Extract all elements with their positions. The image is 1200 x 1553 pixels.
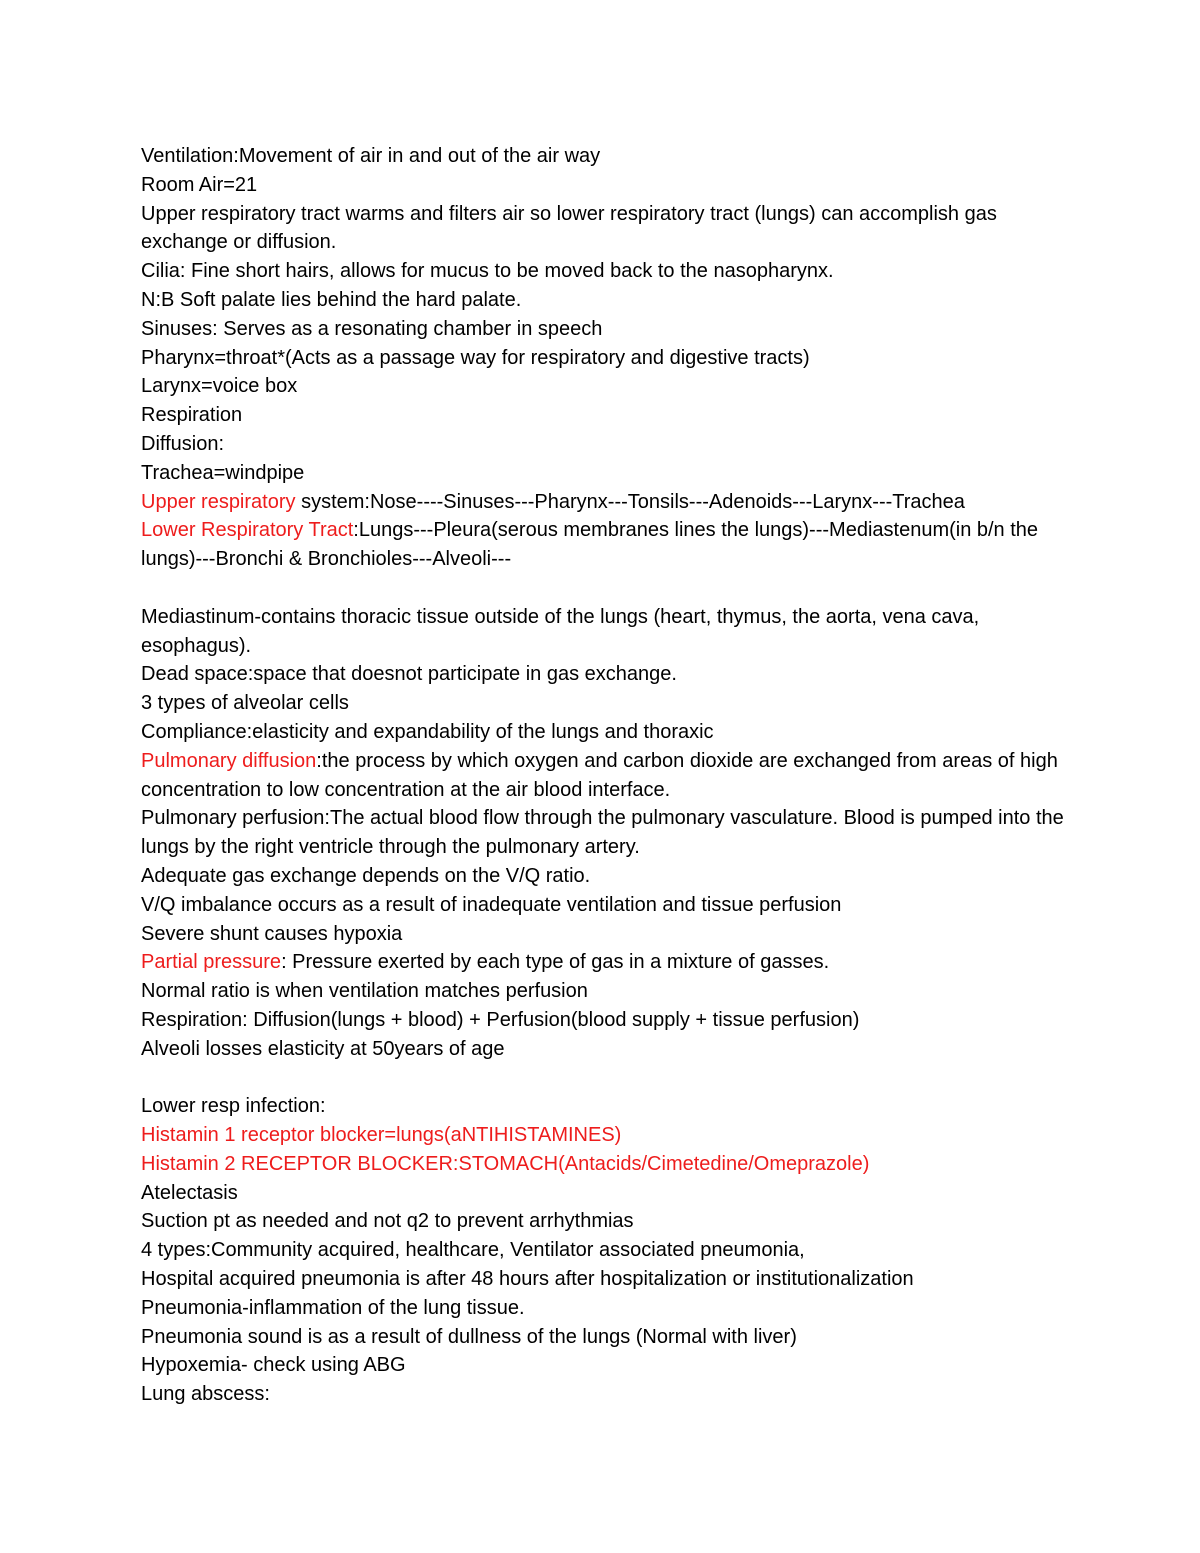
line-text: Respiration: Diffusion(lungs + blood) + Perfusion(blood supply + tissue perfusion) [141,1008,860,1031]
text-line [141,862,1071,891]
line-text: Trachea=windpipe [141,461,305,484]
text-line [141,488,1071,517]
blank-line [141,574,1071,603]
line-text: Larynx=voice box [141,375,298,398]
highlighted-term: Histamin 1 receptor blocker=lungs(aNTIHISTAMINES) [141,1124,622,1147]
text-line [141,977,1071,1006]
line-text: Pulmonary perfusion:The actual blood flow through the pulmonary vasculature. Blood is pumped into the lungs by the right ventricle through the pulmonary artery. [141,807,1064,859]
text-line [141,1294,1071,1323]
highlighted-term: Upper respiratory [141,490,296,513]
blank-line [141,1064,1071,1093]
text-line [141,1121,1071,1150]
line-text: Lower resp infection: [141,1095,326,1118]
line-text: Sinuses: Serves as a resonating chamber in speech [141,317,603,340]
line-text: :Lungs---Pleura(serous membranes lines the lungs)---Mediastenum(in b/n the lungs)---Bronchi & Bronchioles---Alveoli--- [141,519,1039,571]
text-line [141,891,1071,920]
line-text: Dead space:space that doesnot participate in gas exchange. [141,663,677,686]
line-text: Ventilation:Movement of air in and out of the air way [141,145,601,167]
text-line [141,804,1071,862]
line-text: Adequate gas exchange depends on the V/Q ratio. [141,864,591,887]
line-text: 4 types:Community acquired, healthcare, Ventilator associated pneumonia, [141,1239,805,1262]
text-line [141,516,1071,574]
line-text: Suction pt as needed and not q2 to prevent arrhythmias [141,1210,634,1233]
text-line [141,1179,1071,1208]
line-text: Upper respiratory tract warms and filters air so lower respiratory tract (lungs) can accomplish gas exchange or diffusion. [141,202,997,254]
line-text: Hospital acquired pneumonia is after 48 hours after hospitalization or institutionalization [141,1268,914,1291]
text-line [141,430,1071,459]
text-line [141,315,1071,344]
line-text: Pharynx=throat*(Acts as a passage way for respiratory and digestive tracts) [141,346,810,369]
line-text: Respiration [141,404,243,427]
text-line [141,200,1071,258]
text-line [141,257,1071,286]
text-line [141,1150,1071,1179]
line-text: Lung abscess: [141,1383,270,1406]
text-line [141,920,1071,949]
line-text: 3 types of alveolar cells [141,692,349,715]
line-text: Mediastinum-contains thoracic tissue outside of the lungs (heart, thymus, the aorta, vena cava, esophagus). [141,605,980,657]
text-line [141,1035,1071,1064]
line-text: Severe shunt causes hypoxia [141,922,403,945]
line-text: Diffusion: [141,432,225,455]
line-text: Cilia: Fine short hairs, allows for mucus to be moved back to the nasopharynx. [141,260,834,283]
line-text: Compliance:elasticity and expandability of the lungs and thoraxic [141,720,714,743]
text-line [141,1351,1071,1380]
text-line [141,1006,1071,1035]
line-text: Pneumonia sound is as a result of dullness of the lungs (Normal with liver) [141,1325,797,1348]
line-text: Alveoli losses elasticity at 50years of age [141,1037,505,1060]
text-line [141,1380,1071,1409]
highlighted-term: Partial pressure [141,951,282,974]
document-page [141,142,1071,1409]
line-text: :the process by which oxygen and carbon dioxide are exchanged from areas of high concentration to low concentration at the air blood interface. [141,749,1058,801]
highlighted-term: Histamin 2 RECEPTOR BLOCKER:STOMACH(Antacids/Cimetedine/Omeprazole) [141,1152,870,1175]
text-line [141,1092,1071,1121]
line-text: : Pressure exerted by each type of gas in a mixture of gasses. [281,951,830,974]
text-line [141,660,1071,689]
text-line [141,948,1071,977]
text-line [141,286,1071,315]
line-text: Hypoxemia- check using ABG [141,1354,406,1377]
highlighted-term: Lower Respiratory Tract [141,519,354,542]
line-text: Atelectasis [141,1181,238,1204]
text-line [141,344,1071,373]
line-text: Pneumonia-inflammation of the lung tissue. [141,1296,525,1319]
text-line [141,459,1071,488]
text-line [141,372,1071,401]
text-line [141,1207,1071,1236]
text-line [141,1323,1071,1352]
text-line [141,603,1071,661]
text-line [141,401,1071,430]
line-text: Room Air=21 [141,173,258,196]
text-line [141,718,1071,747]
text-line [141,689,1071,718]
text-line [141,1265,1071,1294]
line-text: V/Q imbalance occurs as a result of inadequate ventilation and tissue perfusion [141,893,842,916]
text-line [141,142,1071,171]
line-text: system:Nose----Sinuses---Pharynx---Tonsils---Adenoids---Larynx---Trachea [295,490,965,513]
line-text: N:B Soft palate lies behind the hard palate. [141,288,522,311]
text-line [141,1236,1071,1265]
text-line [141,747,1071,805]
highlighted-term: Pulmonary diffusion [141,749,317,772]
line-text: Normal ratio is when ventilation matches perfusion [141,980,588,1003]
text-line [141,171,1071,200]
